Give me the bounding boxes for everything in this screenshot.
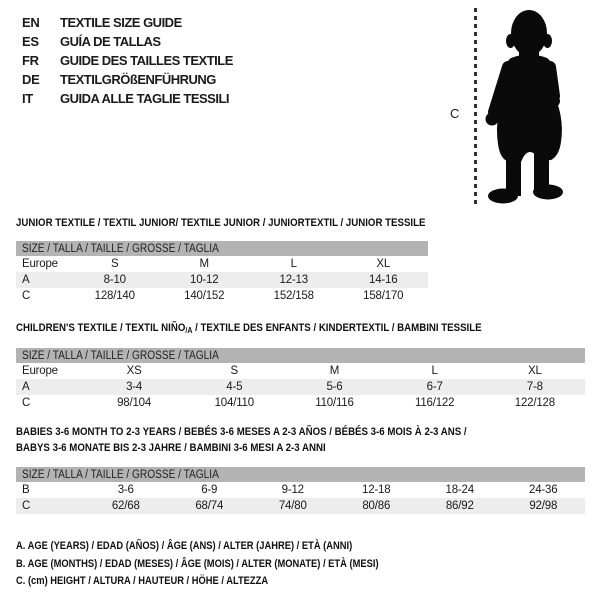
size-value-cell: M <box>329 365 340 377</box>
size-value-cell: 9-12 <box>281 484 304 496</box>
size-value-cell: 6-9 <box>201 484 218 496</box>
size-table-section-babies <box>16 424 585 514</box>
size-value-cell: 98/104 <box>117 397 152 409</box>
size-header-label: SIZE / TALLA / TAILLE / GRÖSSE / TAGLIA <box>22 242 219 255</box>
size-value-cell: 80/86 <box>362 500 391 512</box>
size-header-bar <box>16 241 428 256</box>
table-row <box>16 498 585 514</box>
size-value-cell: 7-8 <box>526 381 543 393</box>
language-code: EN <box>22 15 40 30</box>
language-code: ES <box>22 34 39 49</box>
size-value-cell: 6-7 <box>426 381 443 393</box>
language-code: DE <box>22 72 40 87</box>
size-value-cell: 5-6 <box>326 381 343 393</box>
size-header-label: SIZE / TALLA / TAILLE / GRÖSSE / TAGLIA <box>22 468 219 481</box>
height-measure-dashed-line <box>474 8 477 208</box>
size-value-cell: 62/68 <box>111 500 140 512</box>
size-value-cell: 86/92 <box>445 500 474 512</box>
table-row <box>16 395 585 411</box>
row-label-cell: A <box>22 274 30 286</box>
table-title-babies <box>16 424 585 456</box>
size-value-cell: 18-24 <box>445 484 474 496</box>
table-title-children <box>16 322 585 337</box>
legend-note: C. (cm) HEIGHT / ALTURA / HAUTEUR / HÖHE / ALTEZZA <box>16 575 269 587</box>
size-value-cell: 8-10 <box>103 274 126 286</box>
table-row <box>16 482 585 498</box>
size-table-children <box>16 363 585 411</box>
language-title-list <box>22 13 233 108</box>
row-label-cell: C <box>22 500 31 512</box>
baby-silhouette-icon <box>481 6 577 208</box>
size-value-cell: 152/158 <box>273 290 314 302</box>
table-row <box>16 256 428 272</box>
size-value-cell: M <box>199 258 209 270</box>
table-title-text: /A <box>185 326 193 335</box>
table-title-text: CHILDREN'S TEXTILE / TEXTIL NIÑO <box>16 322 186 334</box>
size-value-cell: S <box>230 365 239 377</box>
row-label-cell: B <box>22 484 30 496</box>
table-title-line <box>16 322 517 337</box>
language-row <box>22 70 233 89</box>
language-row <box>22 89 233 108</box>
size-value-cell: 3-6 <box>117 484 134 496</box>
size-value-cell: 158/170 <box>363 290 404 302</box>
size-value-cell: XL <box>528 365 542 377</box>
size-value-cell: 14-16 <box>369 274 398 286</box>
size-table-section-junior <box>16 217 428 304</box>
language-row <box>22 13 233 32</box>
size-value-cell: 116/122 <box>414 397 455 409</box>
row-label-cell: C <box>22 290 31 302</box>
guide-title: TEXTILGRÖßENFÜHRUNG <box>60 72 216 87</box>
size-value-cell: S <box>111 258 119 270</box>
size-value-cell: 92/98 <box>529 500 558 512</box>
size-value-cell: 12-13 <box>279 274 308 286</box>
size-value-cell: 24-36 <box>529 484 558 496</box>
legend-note: B. AGE (MONTHS) / EDAD (MESES) / ÂGE (MOIS) / ALTER (MONATE) / ETÀ (MESI) <box>16 557 379 570</box>
size-table-junior <box>16 256 428 304</box>
table-title-line <box>16 440 517 456</box>
size-value-cell: 3-4 <box>126 381 143 393</box>
size-value-cell: 122/128 <box>514 397 555 409</box>
size-value-cell: 110/116 <box>315 397 354 409</box>
size-value-cell: L <box>431 365 438 377</box>
table-row <box>16 379 585 395</box>
language-code: FR <box>22 53 39 68</box>
table-row <box>16 363 585 379</box>
size-value-cell: L <box>290 258 297 270</box>
guide-title: TEXTILE SIZE GUIDE <box>60 15 182 30</box>
size-value-cell: XL <box>376 258 391 270</box>
size-header-bar <box>16 467 585 482</box>
language-code: IT <box>22 91 33 106</box>
size-value-cell: 12-18 <box>362 484 391 496</box>
guide-title: GUIDE DES TAILLES TEXTILE <box>60 53 233 68</box>
legend-note: A. AGE (YEARS) / EDAD (AÑOS) / ÂGE (ANS) / ALTER (JAHRE) / ETÀ (ANNI) <box>16 540 353 552</box>
size-value-cell: 128/140 <box>94 290 135 302</box>
table-title-junior <box>16 217 428 230</box>
size-table-babies <box>16 482 585 514</box>
table-title-text: JUNIOR TEXTILE / TEXTIL JUNIOR/ TEXTILE JUNIOR / JUNIORTEXTIL / JUNIOR TESSILE <box>16 217 426 229</box>
size-value-cell: 74/80 <box>278 500 307 512</box>
language-row <box>22 32 233 51</box>
language-row <box>22 51 233 70</box>
table-title-text: BABYS 3-6 MONATE BIS 2-3 JAHRE / BAMBINI 3-6 MESI A 2-3 ANNI <box>16 442 326 454</box>
row-label-cell: C <box>22 397 31 409</box>
size-value-cell: 68/74 <box>195 500 224 512</box>
row-label-cell: A <box>22 381 30 393</box>
size-value-cell: XS <box>126 365 142 377</box>
size-table-section-children <box>16 322 585 411</box>
legend-notes <box>16 538 443 591</box>
table-title-text: / TEXTILE DES ENFANTS / KINDERTEXTIL / BAMBINI TESSILE <box>192 322 482 334</box>
size-value-cell: 10-12 <box>190 274 219 286</box>
row-label-cell: Europe <box>22 258 58 270</box>
size-value-cell: 4-5 <box>226 381 243 393</box>
size-header-label: SIZE / TALLA / TAILLE / GRÖSSE / TAGLIA <box>22 349 219 362</box>
guide-title: GUIDA ALLE TAGLIE TESSILI <box>60 91 230 106</box>
size-header-bar <box>16 348 585 363</box>
table-row <box>16 288 428 304</box>
height-marker-label: C <box>450 106 460 121</box>
row-label-cell: Europe <box>22 365 58 377</box>
table-title-text: BABIES 3-6 MONTH TO 2-3 YEARS / BEBÉS 3-6 MESES A 2-3 AÑOS / BÉBÉS 3-6 MOIS À 2-3 ANS / <box>16 426 467 438</box>
table-row <box>16 272 428 288</box>
table-title-line <box>16 217 426 230</box>
table-title-line <box>16 424 517 440</box>
size-value-cell: 140/152 <box>184 290 225 302</box>
guide-title: GUÍA DE TALLAS <box>60 34 161 49</box>
size-value-cell: 104/110 <box>214 397 254 409</box>
